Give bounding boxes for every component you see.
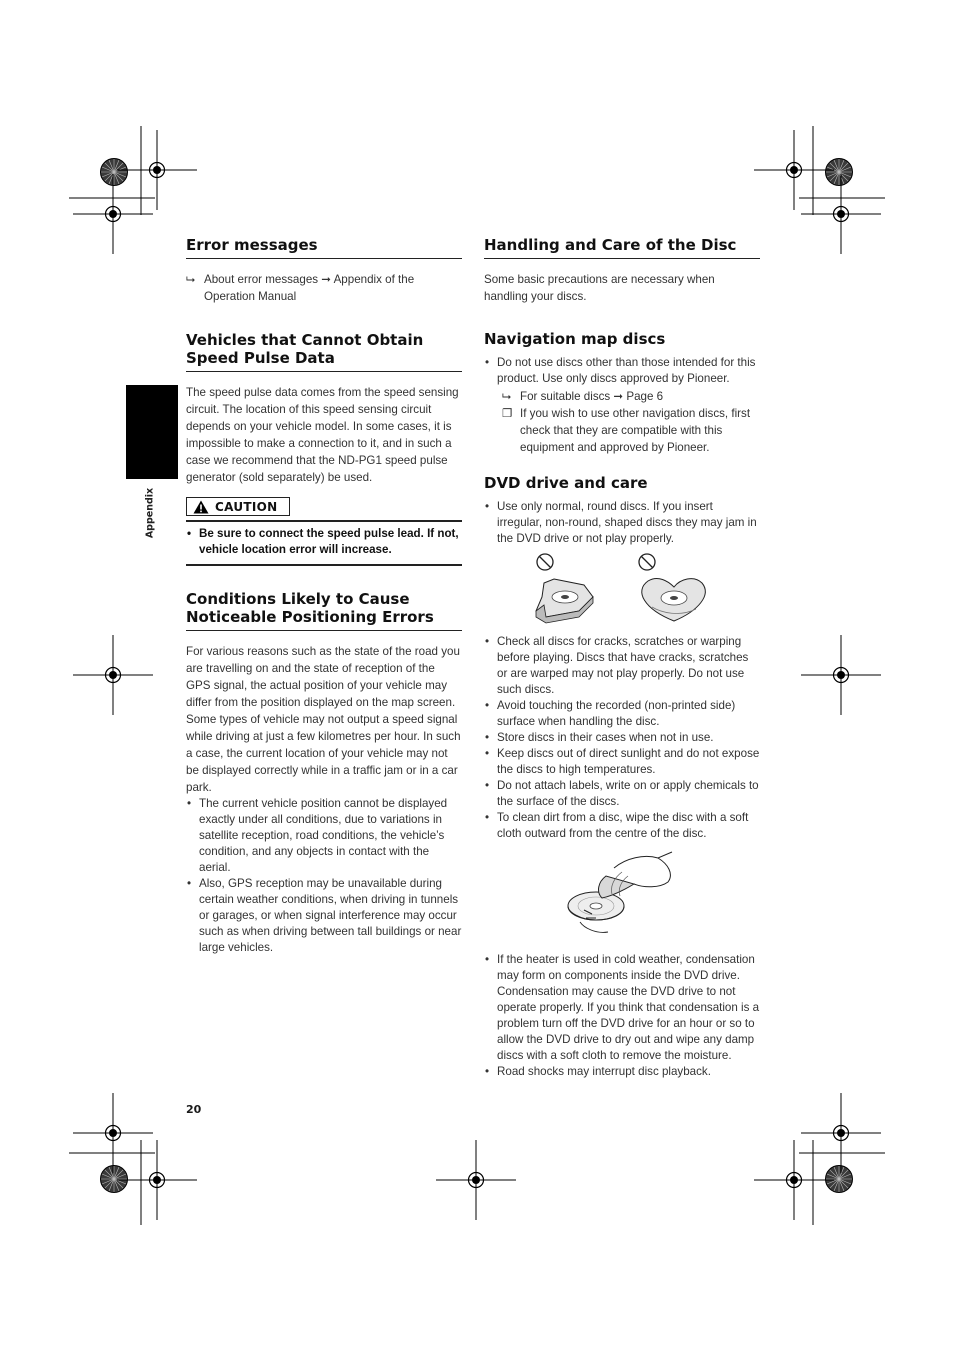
dvd-list-3: [484, 952, 760, 1080]
list-item: • Do not use discs other than those intended for this product. Use only discs approved by Pioneer.: [484, 355, 760, 387]
handling-heading: Handling and Care of the Disc: [484, 236, 760, 259]
octagon-disc-icon: [536, 579, 593, 623]
disc-cleaning-illustration: [484, 848, 760, 944]
list-item: • Check all discs for cracks, scratches or warping before playing. Discs that have cracks, scratches or are warped may not play properly. Do not use such discs.: [484, 634, 760, 698]
conditions-para1: For various reasons such as the state of the road you are travelling on and the state of reception of the GPS signal, the actual position of your vehicle may differ from the position displayed on the map screen.: [186, 645, 460, 709]
dvd-list-1: [484, 499, 760, 547]
error-messages-ref: ⮡ About error messages ➞ Appendix of the Operation Manual: [186, 273, 415, 303]
list-item: • Keep discs out of direct sunlight and do not expose the discs to high temperatures.: [484, 746, 760, 778]
reference-arrow-icon: ⮡: [502, 390, 512, 403]
appendix-tab: [126, 385, 178, 479]
handling-body: Some basic precautions are necessary when handling your discs.: [484, 273, 715, 303]
vehicles-body: The speed pulse data comes from the speed sensing circuit. The location of this speed sensing circuit depends on your vehicle model. In some cases, it is impossible to make a connection to it, and in such a case we recommend that the ND-PG1 speed pulse generator (sold separately) be used.: [186, 386, 459, 484]
vehicles-heading: Vehicles that Cannot Obtain Speed Pulse Data: [186, 331, 462, 372]
left-column: [186, 236, 462, 956]
list-item: • The current vehicle position cannot be displayed exactly under all conditions, due to variations in satellite reception, road conditions, the vehicle’s condition, and any objects in contact with the aerial.: [186, 796, 462, 876]
dvd-list-2: [484, 634, 760, 842]
list-item: • Store discs in their cases when not in use.: [484, 730, 760, 746]
caution-text: • Be sure to connect the speed pulse lead. If not, vehicle location error will increase.: [186, 526, 462, 558]
prohibited-icon: [639, 554, 655, 570]
caution-label: CAUTION: [215, 499, 278, 514]
page-number: 20: [186, 1103, 202, 1116]
irregular-discs-illustration: [484, 551, 760, 631]
list-item: • To clean dirt from a disc, wipe the disc with a soft cloth outward from the centre of the disc.: [484, 810, 760, 842]
navigation-list: [484, 355, 760, 387]
dvd-heading: DVD drive and care: [484, 474, 648, 492]
right-column: [484, 236, 760, 1080]
list-item: • Do not attach labels, write on or apply chemicals to the surface of the discs.: [484, 778, 760, 810]
disc-icon: [568, 892, 624, 920]
checkbox-note-icon: ❐: [502, 407, 513, 420]
navigation-note: ❐ If you wish to use other navigation discs, first check that they are compatible with this equipment and approved by Pioneer.: [502, 407, 751, 454]
appendix-label: Appendix: [144, 487, 156, 539]
list-item: • Avoid touching the recorded (non-printed side) surface when handling the disc.: [484, 698, 760, 730]
navigation-heading: Navigation map discs: [484, 330, 666, 348]
caution-badge: [186, 497, 290, 516]
prohibited-icon: [537, 554, 553, 570]
error-messages-heading: Error messages: [186, 236, 462, 259]
conditions-list: [186, 796, 462, 956]
list-item: • Use only normal, round discs. If you insert irregular, non-round, shaped discs they may jam in the DVD drive or not play properly.: [484, 499, 760, 547]
navigation-ref: ⮡ For suitable discs ➞ Page 6: [502, 390, 664, 403]
list-item: • Also, GPS reception may be unavailable during certain weather conditions, when driving in tunnels or garages, or when signal interference may occur such as when driving between tall buildings or near large vehicles.: [186, 876, 462, 956]
list-item: • If the heater is used in cold weather, condensation may form on components inside the DVD drive. Condensation may cause the DVD drive to not operate properly. If you think that condensation is a problem turn off the DVD drive for an hour or so to allow the DVD drive to dry out and wipe any damp discs with a soft cloth to remove the moisture.: [484, 952, 760, 1064]
reference-arrow-icon: ⮡: [186, 273, 196, 286]
list-item: • Road shocks may interrupt disc playback.: [484, 1064, 760, 1080]
conditions-heading: Conditions Likely to Cause Noticeable Positioning Errors: [186, 590, 462, 631]
warning-triangle-icon: [193, 500, 209, 514]
caution-statement: [186, 520, 462, 566]
heart-disc-icon: [642, 579, 705, 621]
conditions-para2: Some types of vehicle may not output a speed signal while driving at just a few kilometres per hour. In such a case, the current location of your vehicle may not be displayed correctly while in a traffic jam or in a car park.: [186, 713, 461, 794]
